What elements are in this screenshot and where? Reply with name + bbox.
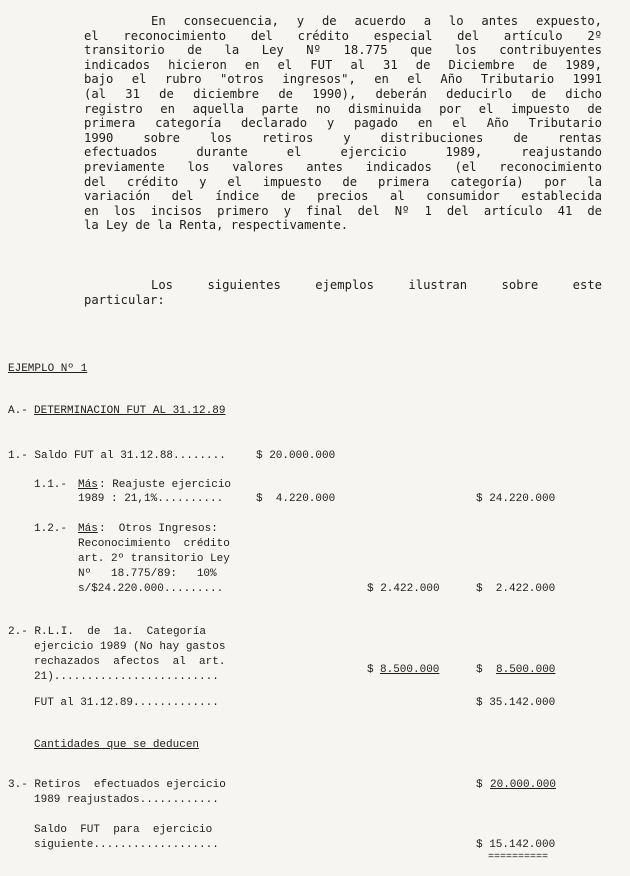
item-3-total: 20.000.000 bbox=[490, 779, 557, 791]
fut-total: $ 35.142.000 bbox=[476, 697, 556, 709]
item-1-label: 1.- Saldo FUT al 31.12.88........ bbox=[8, 450, 226, 462]
item-2-line3: rechazados afectos al art. bbox=[34, 656, 226, 668]
item-2-amount: 8.500.000 bbox=[380, 664, 440, 676]
item-2-line2: ejercicio 1989 (No hay gastos bbox=[34, 641, 226, 653]
saldo-total: $ 15.142.000 bbox=[476, 839, 556, 851]
paragraph-line: efectuados durante el ejercicio 1989, reajustando bbox=[84, 145, 602, 160]
item-2-amount-sign: $ bbox=[367, 664, 381, 676]
paragraph-line: Los siguientes ejemplos ilustran sobre este bbox=[151, 278, 602, 292]
item-1-2-mas: Más bbox=[78, 523, 98, 535]
paragraph-line: transitorio de la Ley Nº 18.775 que los contribuyentes bbox=[84, 43, 602, 58]
example-title: EJEMPLO Nº 1 bbox=[8, 363, 88, 375]
item-1-2-line4: Nº 18.775/89: 10% bbox=[78, 568, 217, 580]
item-1-2-line3: art. 2º transitorio Ley bbox=[78, 553, 230, 565]
paragraph-line: la Ley de la Renta, respectivamente. bbox=[84, 218, 349, 233]
item-3-line2: 1989 reajustados............ bbox=[34, 794, 219, 806]
paragraph-line: el reconocimiento del crédito especial del artículo 2º bbox=[84, 28, 602, 43]
paragraph-line: en los incisos primero y final del Nº 1 del artículo 41 de bbox=[84, 203, 602, 218]
item-1-1-prefix: 1.1.- bbox=[34, 479, 74, 491]
item-3-total-sign: $ bbox=[476, 779, 490, 791]
paragraph-line: 1990 sobre los retiros y distribuciones de rentas bbox=[84, 130, 602, 145]
paragraph-line: (al 31 de diciembre de 1990), deberán deducirlo de dicho bbox=[84, 86, 602, 101]
item-2-line1: 2.- R.L.I. de 1a. Categoría bbox=[8, 626, 207, 638]
paragraph-line: primera categoría declarado y pagado en el Año Tributario bbox=[84, 116, 602, 131]
fut-label: FUT al 31.12.89............. bbox=[34, 697, 219, 709]
paragraph-line: registro en aquella parte no disminuida por el impuesto de bbox=[84, 101, 602, 116]
intro-paragraph bbox=[84, 14, 602, 233]
section-a-prefix: A.- bbox=[8, 405, 35, 417]
paragraph-line: En consecuencia, y de acuerdo a lo antes expuesto, bbox=[151, 14, 602, 28]
item-2-line4: 21)......................... bbox=[34, 671, 219, 683]
saldo-line2: siguiente................... bbox=[34, 839, 219, 851]
item-2-total: 8.500.000 bbox=[496, 664, 556, 676]
item-1-2-amount: $ 2.422.000 bbox=[367, 583, 440, 595]
item-3-line1: 3.- Retiros efectuados ejercicio bbox=[8, 779, 226, 791]
item-1-2-total: $ 2.422.000 bbox=[476, 583, 556, 595]
paragraph-line: previamente los valores antes indicados (el reconocimiento bbox=[84, 159, 602, 174]
item-1-1-amount: $ 4.220.000 bbox=[256, 493, 336, 505]
section-a-title: DETERMINACION FUT AL 31.12.89 bbox=[34, 405, 226, 417]
paragraph-line: del crédito y el impuesto de primera categoría) por la bbox=[84, 174, 602, 189]
deductions-title: Cantidades que se deducen bbox=[34, 739, 200, 751]
lead-paragraph bbox=[84, 278, 602, 308]
item-2-total-sign: $ bbox=[476, 664, 496, 676]
item-1-2-prefix: 1.2.- bbox=[34, 523, 74, 535]
paragraph-line: particular: bbox=[84, 293, 165, 307]
item-1-amount: $ 20.000.000 bbox=[256, 450, 336, 462]
item-1-2-text: : Otros Ingresos: bbox=[99, 523, 218, 535]
paragraph-line: variación del índice de precios al consumidor establecida bbox=[84, 189, 602, 204]
item-1-1-text: : Reajuste ejercicio bbox=[99, 479, 232, 491]
saldo-double-rule: ========== bbox=[488, 852, 549, 863]
item-1-2-line5: s/$24.220.000......... bbox=[78, 583, 224, 595]
saldo-line1: Saldo FUT para ejercicio bbox=[34, 824, 213, 836]
item-1-2-line2: Reconocimiento crédito bbox=[78, 538, 230, 550]
item-1-1-line2: 1989 : 21,1%.......... bbox=[78, 493, 224, 505]
item-1-1-mas: Más bbox=[78, 479, 98, 491]
paragraph-line: indicados hicieron en el FUT al 31 de Diciembre de 1989, bbox=[84, 57, 602, 72]
paragraph-line: bajo el rubro "otros ingresos", en el Año Tributario 1991 bbox=[84, 72, 602, 87]
item-1-1-total: $ 24.220.000 bbox=[476, 493, 556, 505]
